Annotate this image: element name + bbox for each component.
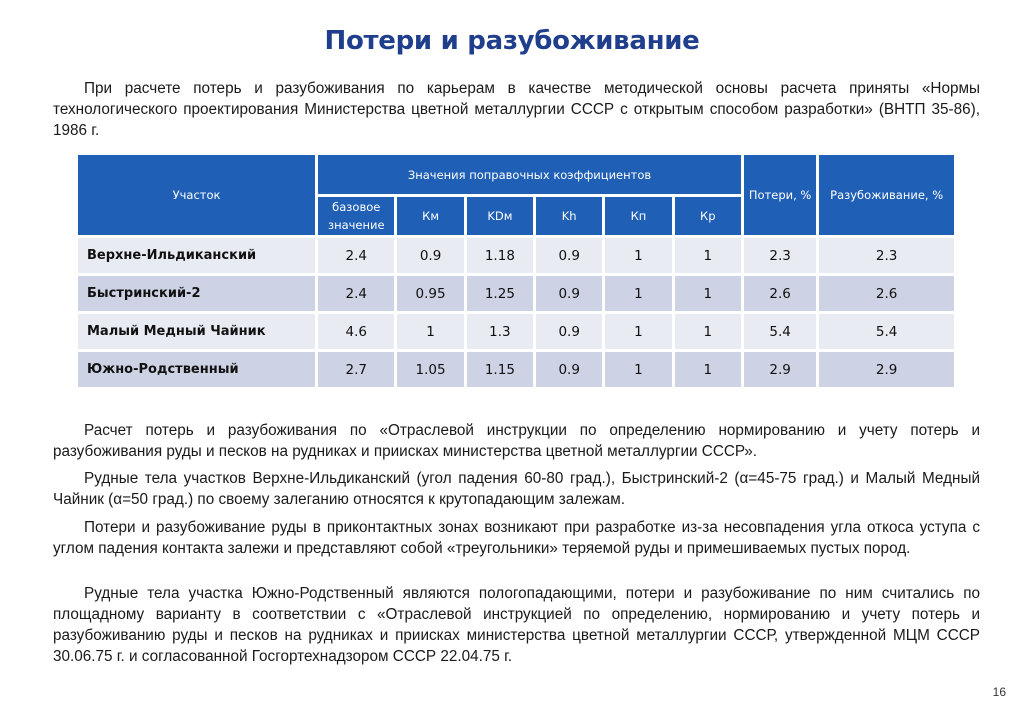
cell-dilution: 2.3: [819, 238, 954, 273]
cell-kdm: 1.15: [467, 352, 533, 387]
header-site: Участок: [78, 155, 315, 235]
cell-kr: 1: [675, 314, 741, 349]
header-kdm: KDм: [467, 197, 533, 235]
header-coefficients: Значения поправочных коэффициентов: [318, 155, 741, 194]
paragraph-steep-bodies: Рудные тела участков Верхне-Ильдиканский (угол падения 60-80 град.), Быстринский-2 (α=45-75 град.) и Малый Медный Чайник (α=50 град.) по своему залеганию относятся к крутопадающим залежам.: [53, 470, 980, 508]
cell-km: 1: [397, 314, 463, 349]
cell-km: 0.95: [397, 276, 463, 311]
paragraph-instruction: Расчет потерь и разубоживания по «Отраслевой инструкции по определению нормированию и учету потерь и разубоживания руды и песков на рудниках и приисках министерства цветной металлургии СССР».: [53, 422, 980, 460]
cell-kp: 1: [605, 314, 671, 349]
table-row: [78, 352, 954, 387]
header-kr: Кр: [675, 197, 741, 235]
paragraph-contact-zones: Потери и разубоживание руды в приконтактных зонах возникают при разработке из-за несовпадения угла откоса уступа с углом падения контакта залежи и представляют собой «треугольники» теряемой руды и примешиваемых пустых пород.: [53, 519, 980, 557]
header-km: Км: [397, 197, 463, 235]
page-number: 16: [992, 685, 1006, 699]
cell-base-value: 2.7: [318, 352, 394, 387]
cell-base-value: 2.4: [318, 276, 394, 311]
cell-kr: 1: [675, 352, 741, 387]
cell-kh: 0.9: [536, 352, 602, 387]
page-title: Потери и разубоживание: [324, 26, 700, 56]
row-site-name: Южно-Родственный: [78, 352, 315, 387]
header-dilution: Разубоживание, %: [819, 155, 954, 235]
table-row: [78, 314, 954, 349]
cell-kh: 0.9: [536, 238, 602, 273]
paragraph-intro: При расчете потерь и разубоживания по карьерам в качестве методической основы расчета приняты «Нормы технологического проектирования Министерства цветной металлургии СССР с открытым способом разработки» (ВНТП 35-86), 1986 г.: [53, 80, 980, 139]
paragraph-flat-bodies: Рудные тела участка Южно-Родственный являются пологопадающими, потери и разубоживание по ним считались по площадному варианту в соответствии с «Отраслевой инструкцией по определению, нормированию и учету потерь и разубоживанию руды и песков на рудниках и приисках министерства цветной металлургии СССР, утвержденной МЦМ СССР 30.06.75 г. и согласованной Госгортехнадзором СССР 22.04.75 г.: [53, 585, 980, 665]
cell-dilution: 2.6: [819, 276, 954, 311]
cell-losses: 5.4: [744, 314, 816, 349]
cell-kdm: 1.3: [467, 314, 533, 349]
row-site-name: Верхне-Ильдиканский: [78, 238, 315, 273]
table-row: [78, 238, 954, 273]
row-site-name: Малый Медный Чайник: [78, 314, 315, 349]
cell-dilution: 2.9: [819, 352, 954, 387]
cell-kdm: 1.25: [467, 276, 533, 311]
header-base-value: базовое значение: [318, 197, 394, 235]
cell-kdm: 1.18: [467, 238, 533, 273]
cell-kr: 1: [675, 276, 741, 311]
cell-dilution: 5.4: [819, 314, 954, 349]
header-losses: Потери, %: [744, 155, 816, 235]
cell-base-value: 4.6: [318, 314, 394, 349]
cell-kh: 0.9: [536, 276, 602, 311]
cell-km: 1.05: [397, 352, 463, 387]
cell-kp: 1: [605, 352, 671, 387]
cell-kp: 1: [605, 238, 671, 273]
header-kh: Kh: [536, 197, 602, 235]
cell-base-value: 2.4: [318, 238, 394, 273]
cell-km: 0.9: [397, 238, 463, 273]
cell-losses: 2.6: [744, 276, 816, 311]
cell-kp: 1: [605, 276, 671, 311]
cell-kh: 0.9: [536, 314, 602, 349]
table-row: [78, 276, 954, 311]
cell-kr: 1: [675, 238, 741, 273]
row-site-name: Быстринский-2: [78, 276, 315, 311]
coefficients-table: [75, 152, 957, 390]
cell-losses: 2.9: [744, 352, 816, 387]
cell-losses: 2.3: [744, 238, 816, 273]
header-kp: Кп: [605, 197, 671, 235]
